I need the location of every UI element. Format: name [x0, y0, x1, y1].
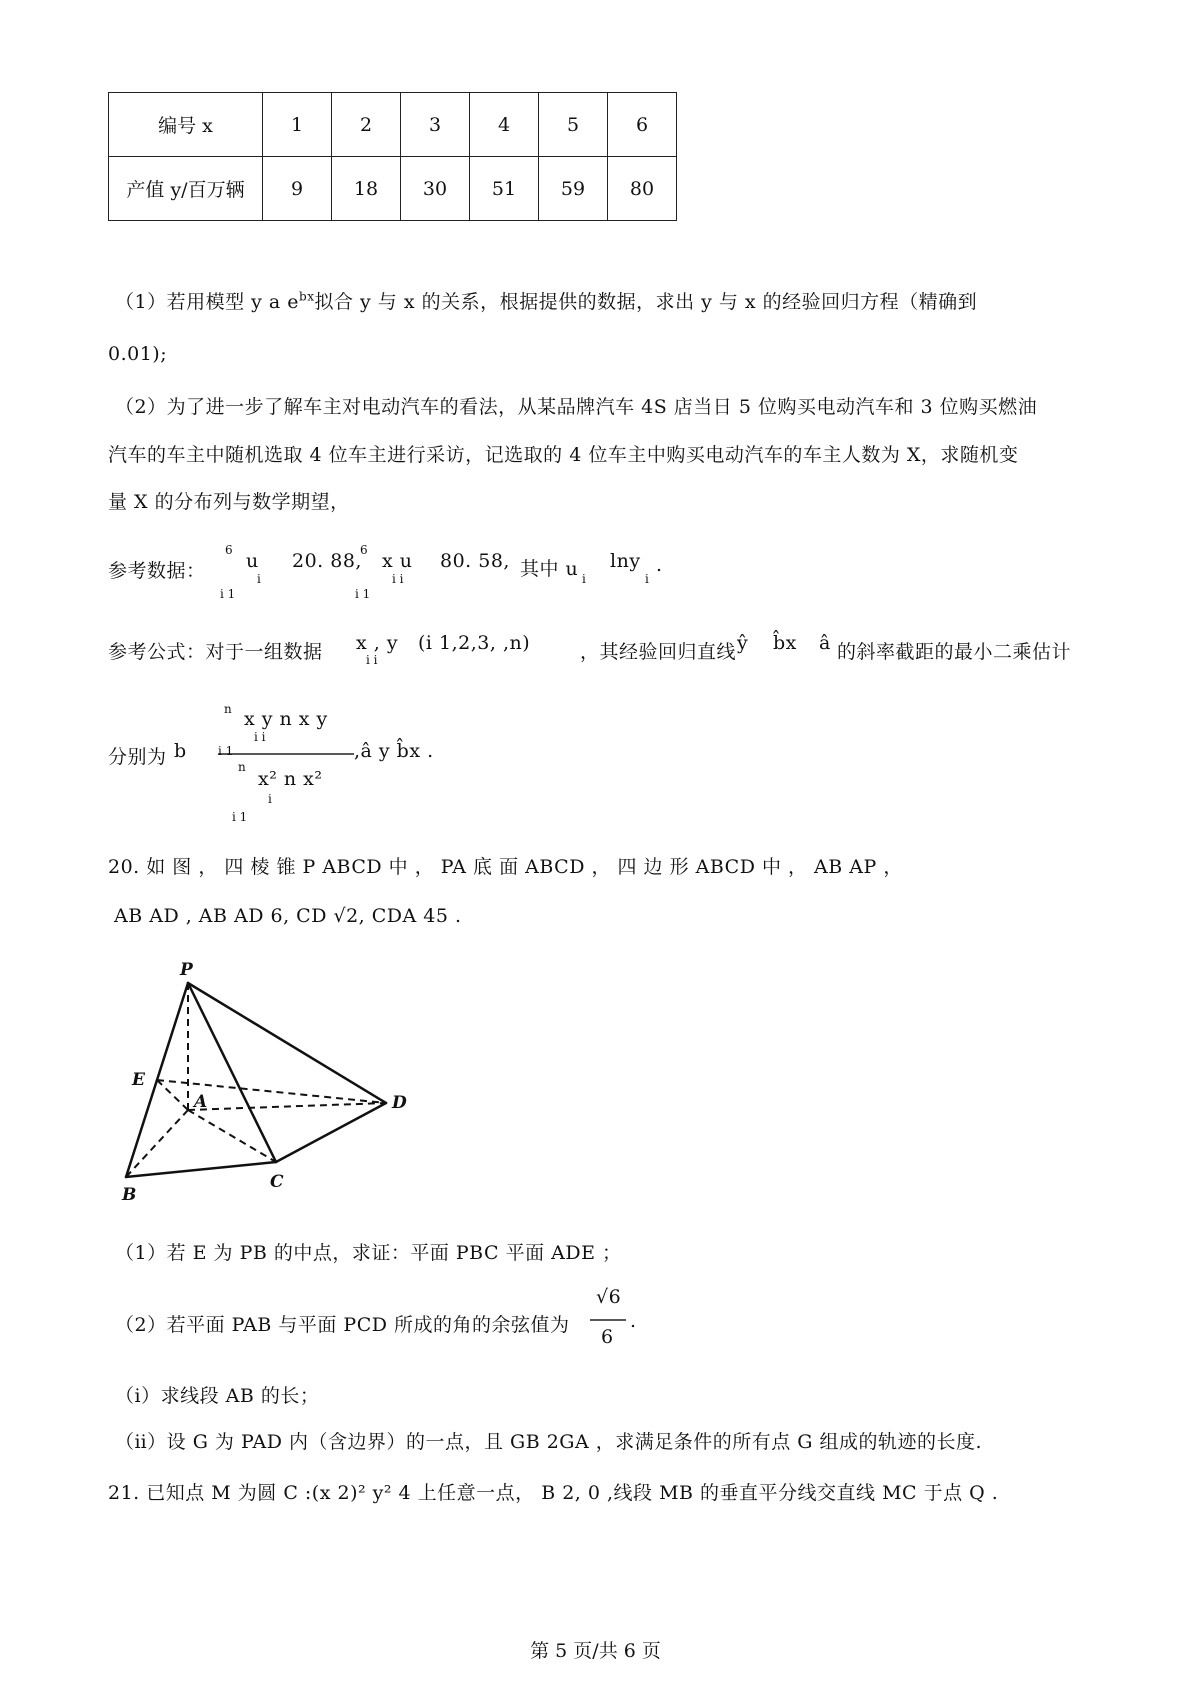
ref-den-n: n	[238, 760, 246, 774]
q19-part1-line2: 0.01);	[108, 343, 168, 365]
q20-part-ii: （ⅱ）设 G 为 PAD 内（含边界）的一点，且 GB 2GA ，求满足条件的所有点 G 组成的轨迹的长度.	[115, 1431, 983, 1453]
ref-formula-text: ，其经验回归直线	[580, 641, 737, 663]
table-row-header	[109, 93, 677, 157]
ref-formula-b: b	[174, 740, 187, 762]
ref-formula-line2: 分别为	[108, 746, 167, 768]
ref-formula-ahat: â	[819, 632, 831, 654]
ref-value-1: 20. 88,	[292, 550, 362, 572]
ref-value-2: 80. 58,	[440, 550, 510, 572]
table-cell: 编号 x	[109, 93, 263, 157]
table-cell: 产值 y/百万辆	[109, 157, 263, 221]
q20-frac-bar	[590, 1318, 626, 1322]
q20-part2: （2）若平面 PAB 与平面 PCD 所成的角的余弦值为	[115, 1314, 570, 1336]
ref-u: u	[246, 550, 259, 572]
q19-part1-sup: bx	[299, 289, 315, 304]
q20-line2: AB AD , AB AD 6, CD √2, CDA 45 .	[114, 905, 462, 927]
ref-xu: x u	[382, 550, 413, 572]
table-cell: 5	[539, 93, 608, 157]
q20-frac-end: .	[630, 1310, 637, 1332]
q19-part2-line3: 量 X 的分布列与数学期望，	[108, 491, 350, 513]
table-row-values	[109, 157, 677, 221]
q19-part1-text: （1）若用模型 y a e	[115, 291, 300, 313]
table-cell: 30	[401, 157, 470, 221]
q19-part1-line1	[115, 287, 977, 314]
ref-den-i: i	[268, 792, 272, 806]
q20-frac-den: 6	[601, 1326, 614, 1348]
pyramid-figure	[110, 955, 430, 1210]
ref-sum-top-2: 6	[360, 543, 368, 557]
q21-line: 21. 已知点 M 为圆 C :(x 2)² y² 4 上任意一点， B 2, 0 ,线段 MB 的垂直平分线交直线 MC 于点 Q .	[108, 1482, 999, 1504]
table-cell: 80	[608, 157, 677, 221]
q20-frac-num: √6	[596, 1286, 622, 1308]
table-cell: 3	[401, 93, 470, 157]
edge-ea	[157, 1080, 188, 1110]
table-cell: 2	[332, 93, 401, 157]
edge-bc	[126, 1162, 276, 1177]
ref-formula-tail: ,â y b̂x .	[354, 740, 434, 762]
ref-den-i1: i 1	[232, 810, 248, 824]
q20-part-i: （ⅰ）求线段 AB 的长；	[115, 1385, 320, 1407]
ref-num-n: n	[224, 702, 232, 716]
edge-ad	[188, 1103, 386, 1110]
q20-line1: 20. 如 图 ， 四 棱 锥 P ABCD 中 ， PA 底 面 ABCD ， 四 边 形 ABCD 中 ， AB AP ，	[108, 856, 903, 878]
ref-formula-xy-sub: i i	[366, 653, 378, 667]
ref-lny-sub: i	[645, 572, 649, 586]
label-b: B	[122, 1185, 137, 1205]
ref-formula-text-c: 的斜率截距的最小二乘估计	[837, 641, 1072, 663]
ref-formula-bhat: b̂x	[773, 632, 797, 654]
ref-den: x² n x²	[258, 768, 323, 790]
ref-formula-yhat: ŷ	[737, 632, 749, 654]
label-a: A	[194, 1092, 208, 1112]
ref-data-label: 参考数据：	[108, 560, 206, 582]
table-cell: 9	[263, 157, 332, 221]
edge-cd	[276, 1103, 386, 1162]
ref-sum-sub-1: i 1	[220, 587, 236, 601]
fraction-bar	[218, 752, 354, 756]
label-p: P	[180, 960, 193, 980]
table-cell: 4	[470, 93, 539, 157]
q20-part1: （1）若 E 为 PB 的中点，求证：平面 PBC 平面 ADE ；	[115, 1242, 622, 1264]
ref-xu-sub: i i	[392, 572, 404, 586]
ref-formula-xy: x , y	[356, 632, 399, 654]
label-d: D	[392, 1093, 407, 1113]
data-table	[108, 92, 677, 221]
table-cell: 51	[470, 157, 539, 221]
label-c: C	[270, 1172, 284, 1192]
ref-formula-paren: (i 1,2,3, ,n)	[418, 632, 531, 654]
ref-sum-top-1: 6	[225, 543, 233, 557]
ref-period: .	[656, 554, 663, 576]
table-cell: 1	[263, 93, 332, 157]
ref-num-sub: i i	[254, 730, 266, 744]
q19-part2-line2: 汽车的车主中随机选取 4 位车主进行采访，记选取的 4 位车主中购买电动汽车的车主人数为 X，求随机变	[108, 444, 1019, 466]
ref-where-sub: i	[582, 572, 586, 586]
ref-den-top-sub: i 1	[218, 744, 234, 758]
label-e: E	[132, 1070, 145, 1090]
edge-ab	[126, 1110, 188, 1177]
ref-where: 其中 u	[520, 558, 579, 580]
ref-sum-sub-2: i 1	[355, 587, 371, 601]
ref-formula-label: 参考公式：对于一组数据	[108, 641, 323, 663]
ref-u-sub: i	[257, 572, 261, 586]
table-cell: 18	[332, 157, 401, 221]
ref-num: x y n x y	[244, 708, 328, 730]
table-cell: 59	[539, 157, 608, 221]
ref-lny: lny	[610, 550, 641, 572]
table-cell: 6	[608, 93, 677, 157]
q19-part1-text-b: 拟合 y 与 x 的关系，根据提供的数据，求出 y 与 x 的经验回归方程（精确到	[314, 291, 978, 313]
q19-part2-line1: （2）为了进一步了解车主对电动汽车的看法，从某品牌汽车 4S 店当日 5 位购买电动汽车和 3 位购买燃油	[115, 396, 1038, 418]
page-footer: 第 5 页/共 6 页	[530, 1640, 661, 1662]
